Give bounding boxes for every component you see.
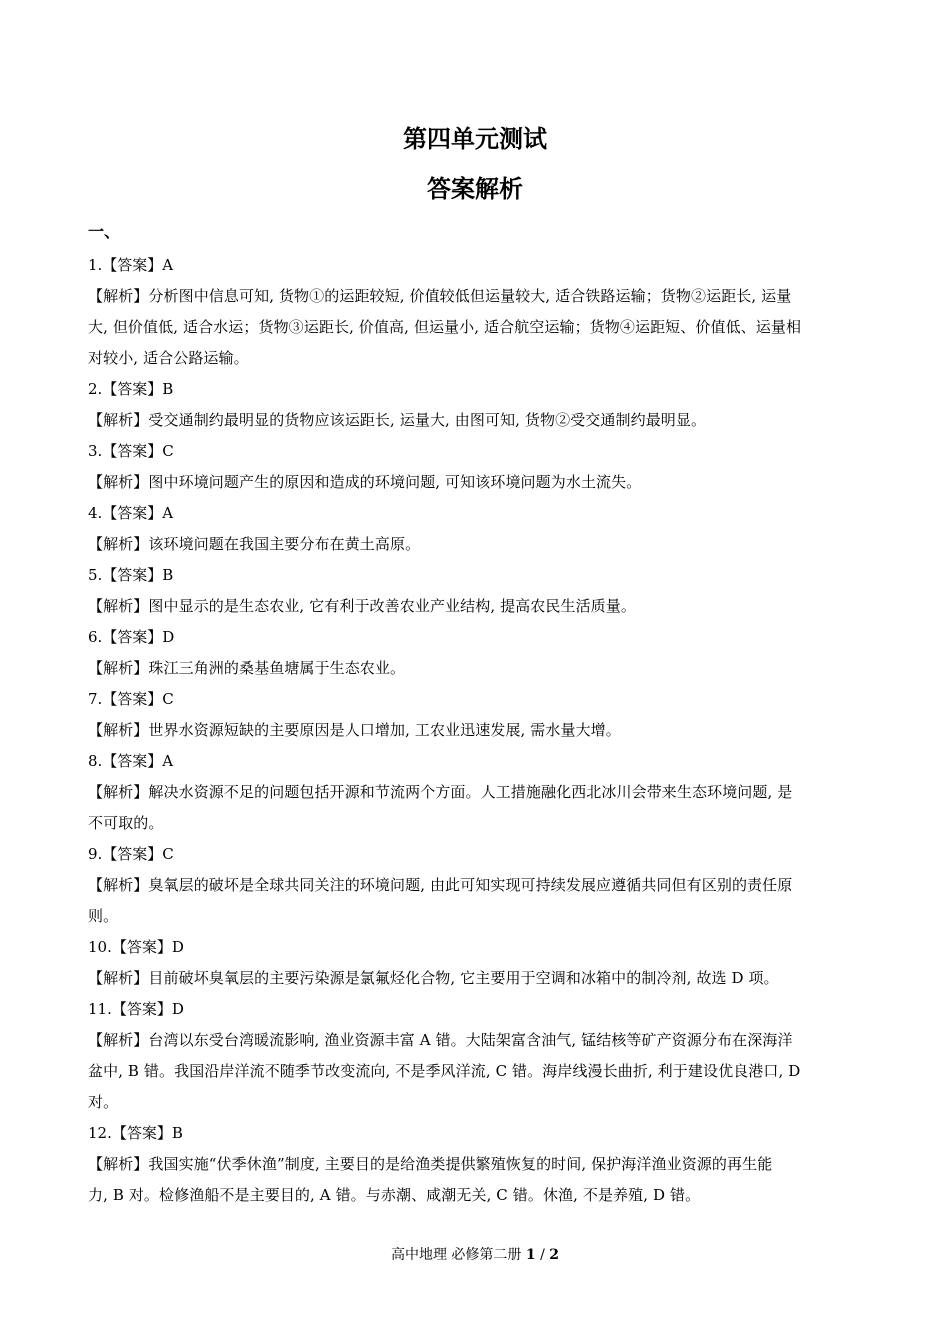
answer-line: 5.【答案】B: [88, 566, 174, 584]
answer-line: 11.【答案】D: [88, 1000, 184, 1018]
answer-line: 9.【答案】C: [88, 845, 174, 863]
answer-item: [88, 932, 866, 994]
section-heading: 一、: [88, 222, 121, 241]
analysis-line: 【解析】分析图中信息可知, 货物①的运距较短, 价值较低但运量较大, 适合铁路运输；货物②运距长, 运量: [88, 287, 792, 305]
answer-line: 12.【答案】B: [88, 1124, 183, 1142]
footer-separator: /: [540, 1247, 545, 1263]
answer-item: [88, 622, 866, 684]
footer-page-number: 1: [525, 1247, 536, 1263]
page-footer: [0, 1246, 950, 1264]
footer-subject: 高中地理 必修第二册: [390, 1247, 522, 1263]
answer-line: 4.【答案】A: [88, 504, 174, 522]
answer-list: [88, 250, 866, 1211]
answer-line: 3.【答案】C: [88, 442, 174, 460]
answer-line: 10.【答案】D: [88, 938, 184, 956]
answer-item: [88, 436, 866, 498]
analysis-line: 对。: [88, 1093, 119, 1111]
answer-item: [88, 684, 866, 746]
analysis-line: 对较小, 适合公路运输。: [88, 349, 249, 367]
footer-total-pages: 2: [549, 1247, 560, 1263]
analysis-line: 【解析】台湾以东受台湾暖流影响, 渔业资源丰富 A 错。大陆架富含油气, 锰结核等矿产资源分布在深海洋: [88, 1031, 793, 1049]
answer-line: 6.【答案】D: [88, 628, 175, 646]
analysis-line: 【解析】该环境问题在我国主要分布在黄土高原。: [88, 535, 421, 553]
page-title: 第四单元测试: [403, 124, 547, 153]
answer-item: [88, 1118, 866, 1211]
analysis-line: 【解析】目前破坏臭氧层的主要污染源是氯氟烃化合物, 它主要用于空调和冰箱中的制冷剂, 故选 D 项。: [88, 969, 779, 987]
analysis-line: 【解析】世界水资源短缺的主要原因是人口增加, 工农业迅速发展, 需水量大增。: [88, 721, 621, 739]
analysis-line: 大, 但价值低, 适合水运；货物③运距长, 价值高, 但运量小, 适合航空运输；货物④运距短、价值低、运量相: [88, 318, 802, 336]
answer-item: [88, 560, 866, 622]
analysis-line: 【解析】图中显示的是生态农业, 它有利于改善农业产业结构, 提高农民生活质量。: [88, 597, 636, 615]
answer-item: [88, 250, 866, 374]
analysis-line: 【解析】珠江三角洲的桑基鱼塘属于生态农业。: [88, 659, 406, 677]
answer-item: [88, 374, 866, 436]
analysis-line: 盆中, B 错。我国沿岸洋流不随季节改变流向, 不是季风洋流, C 错。海岸线漫长曲折, 利于建设优良港口, D: [88, 1062, 801, 1080]
answer-line: 8.【答案】A: [88, 752, 174, 770]
analysis-line: 【解析】图中环境问题产生的原因和造成的环境问题, 可知该环境问题为水土流失。: [88, 473, 642, 491]
answer-line: 1.【答案】A: [88, 256, 174, 274]
answer-line: 2.【答案】B: [88, 380, 174, 398]
analysis-line: 【解析】臭氧层的破坏是全球共同关注的环境问题, 由此可知实现可持续发展应遵循共同但有区别的责任原: [88, 876, 793, 894]
analysis-line: 【解析】解决水资源不足的问题包括开源和节流两个方面。人工措施融化西北冰川会带来生态环境问题, 是: [88, 783, 793, 801]
page-subtitle: 答案解析: [427, 174, 523, 203]
answer-line: 7.【答案】C: [88, 690, 174, 708]
answer-item: [88, 839, 866, 932]
answer-item: [88, 994, 866, 1118]
analysis-line: 【解析】我国实施“伏季休渔”制度, 主要目的是给渔类提供繁殖恢复的时间, 保护海洋渔业资源的再生能: [88, 1155, 773, 1173]
answer-item: [88, 498, 866, 560]
analysis-line: 不可取的。: [88, 814, 164, 832]
answer-item: [88, 746, 866, 839]
analysis-line: 则。: [88, 907, 119, 925]
analysis-line: 力, B 对。检修渔船不是主要目的, A 错。与赤潮、咸潮无关, C 错。休渔, 不是养殖, D 错。: [88, 1186, 701, 1204]
analysis-line: 【解析】受交通制约最明显的货物应该运距长, 运量大, 由图可知, 货物②受交通制约最明显。: [88, 411, 707, 429]
